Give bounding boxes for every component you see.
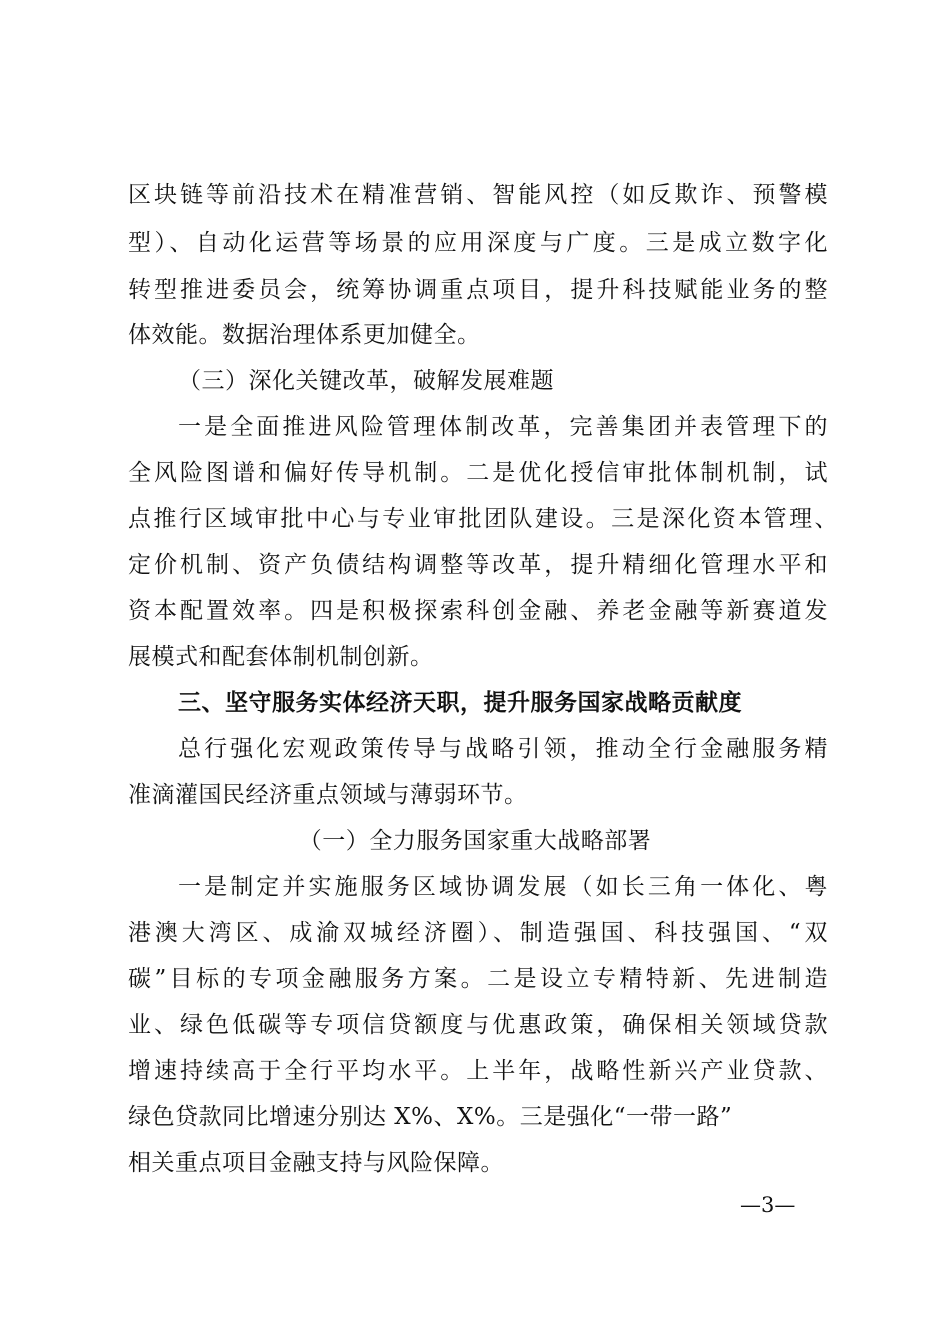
paragraph-line: 全风险图谱和偏好传导机制。二是优化授信审批体制机制，试 bbox=[128, 460, 828, 486]
paragraph-line: 准滴灌国民经济重点领域与薄弱环节。 bbox=[128, 782, 528, 808]
paragraph-line: 业、绿色低碳等专项信贷额度与优惠政策，确保相关领域贷款 bbox=[128, 1012, 828, 1038]
paragraph-line: 一是全面推进风险管理体制改革，完善集团并表管理下的 bbox=[178, 414, 828, 440]
paragraph-line: 体效能。数据治理体系更加健全。 bbox=[128, 322, 481, 348]
section-subheading: （三）深化关键改革，破解发展难题 bbox=[178, 368, 554, 394]
paragraph-line: 总行强化宏观政策传导与战略引领，推动全行金融服务精 bbox=[178, 736, 828, 762]
section-heading: 三、坚守服务实体经济天职，提升服务国家战略贡献度 bbox=[178, 690, 742, 716]
paragraph-line: 一是制定并实施服务区域协调发展（如长三角一体化、粤 bbox=[178, 874, 828, 900]
paragraph-line: 点推行区域审批中心与专业审批团队建设。三是深化资本管理、 bbox=[128, 506, 838, 532]
paragraph-line: 区块链等前沿技术在精准营销、智能风控（如反欺诈、预警模 bbox=[128, 182, 828, 208]
paragraph-line: 绿色贷款同比增速分别达 X%、X%。三是强化“一带一路” bbox=[128, 1104, 733, 1130]
paragraph-line: 增速持续高于全行平均水平。上半年，战略性新兴产业贷款、 bbox=[128, 1058, 828, 1084]
paragraph-line: 定价机制、资产负债结构调整等改革，提升精细化管理水平和 bbox=[128, 552, 828, 578]
section-subheading: （一）全力服务国家重大战略部署 bbox=[298, 828, 652, 854]
paragraph-line: 型）、自动化运营等场景的应用深度与广度。三是成立数字化 bbox=[128, 230, 828, 256]
paragraph-line: 转型推进委员会，统筹协调重点项目，提升科技赋能业务的整 bbox=[128, 277, 828, 303]
paragraph-line: 展模式和配套体制机制创新。 bbox=[128, 644, 434, 670]
paragraph-line: 资本配置效率。四是积极探索科创金融、养老金融等新赛道发 bbox=[128, 598, 828, 624]
page-number: —3— bbox=[740, 1193, 796, 1217]
paragraph-line: 港澳大湾区、成渝双城经济圈）、制造强国、科技强国、“双 bbox=[128, 920, 828, 946]
paragraph-line: 碳”目标的专项金融服务方案。二是设立专精特新、先进制造 bbox=[128, 966, 828, 992]
paragraph-line: 相关重点项目金融支持与风险保障。 bbox=[128, 1150, 504, 1176]
